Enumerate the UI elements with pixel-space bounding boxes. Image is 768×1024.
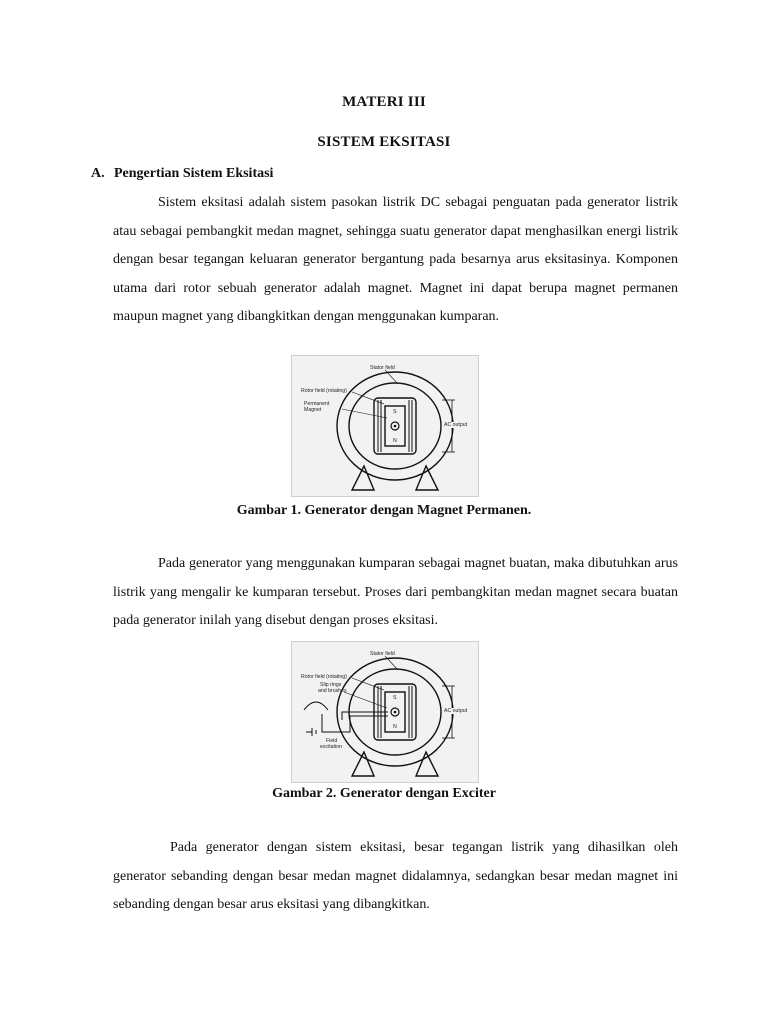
label-and-brushes: and brushes bbox=[318, 688, 347, 694]
label-pole-s: S bbox=[393, 695, 397, 701]
label-field: Field bbox=[326, 738, 338, 744]
figure-2-caption: Gambar 2. Generator dengan Exciter bbox=[272, 786, 496, 801]
paragraph-3: Pada generator dengan sistem eksitasi, besar tegangan listrik yang dihasilkan oleh generator sebanding dengan besar medan magnet didalamnya, sedangkan besar medan magnet ini sebanding dengan besar arus eksitasi yang dibangkitkan. bbox=[113, 840, 678, 913]
label-ac-output: AC output bbox=[444, 708, 468, 714]
label-pole-n: N bbox=[393, 724, 397, 730]
paragraph-2: Pada generator yang menggunakan kumparan sebagai magnet buatan, maka dibutuhkan arus listrik yang mengalir ke kumparan tersebut. Proses dari pembangkitan medan magnet secara buatan pada generator inilah yang disebut dengan proses eksitasi. bbox=[113, 556, 678, 629]
label-pole-s: S bbox=[393, 409, 397, 415]
label-stator-field: Stator field bbox=[370, 651, 395, 657]
figure-2-generator-exciter bbox=[291, 641, 479, 783]
label-rotor-field: Rotor field (rotating) bbox=[301, 388, 347, 394]
label-stator-field: Stator field bbox=[370, 365, 395, 371]
figure-1-caption: Gambar 1. Generator dengan Magnet Permanen. bbox=[236, 503, 532, 518]
section-number: A. bbox=[91, 166, 105, 181]
paragraph-1: Sistem eksitasi adalah sistem pasokan listrik DC sebagai penguatan pada generator listrik atau sebagai pembangkit medan magnet, sehingga suatu generator dapat menghasilkan energi listrik dengan besar tegangan keluaran generator bergantung pada besarnya arus eksitasinya. Komponen utama dari rotor sebuah generator adalah magnet. Magnet ini dapat berupa magnet permanen maupun magnet yang dibangkitkan dengan menggunakan kumparan. bbox=[113, 195, 678, 325]
section-title: Pengertian Sistem Eksitasi bbox=[114, 166, 274, 181]
label-pole-n: N bbox=[393, 438, 397, 444]
label-magnet: Magnet bbox=[304, 407, 322, 413]
label-rotor-field: Rotor field (rotating) bbox=[301, 674, 347, 680]
label-permanent: Permanent bbox=[304, 401, 330, 407]
label-excitation: excitation bbox=[320, 744, 342, 750]
label-slip-rings: Slip rings bbox=[320, 682, 342, 688]
figure-1-generator-permanent-magnet bbox=[291, 355, 479, 497]
page-subtitle: SISTEM EKSITASI bbox=[317, 134, 451, 150]
label-ac-output: AC output bbox=[444, 422, 468, 428]
page-title: MATERI III bbox=[342, 94, 426, 110]
section-heading bbox=[91, 166, 273, 182]
